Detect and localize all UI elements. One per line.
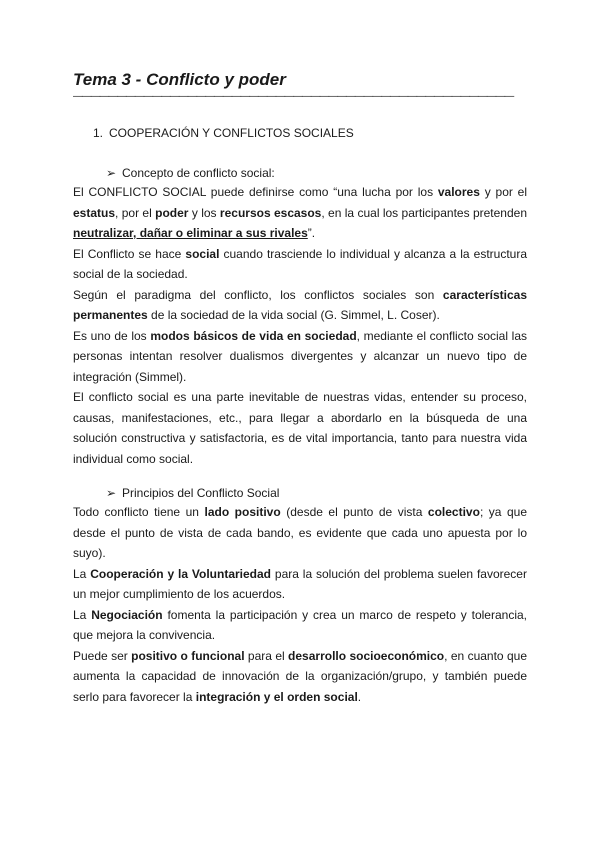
subsection-heading-principios <box>73 484 527 502</box>
bold-term: integración y el orden social <box>195 689 358 704</box>
text-run: , en cuanto que aumenta la capacidad de innovación de la organización/grupo, y también puede serlo para favorecer la <box>73 648 528 704</box>
paragraph <box>73 182 527 244</box>
subsection-title: Concepto de conflicto social: <box>122 166 275 180</box>
text-run: Es uno de los <box>73 328 151 343</box>
bold-term: positivo o funcional <box>131 648 245 663</box>
text-run: Según el paradigma del conflicto, los conflictos sociales son <box>73 287 443 302</box>
text-run: (desde el punto de vista <box>280 505 428 519</box>
text-run: Puede ser <box>73 648 132 663</box>
text-run: La <box>73 566 91 581</box>
text-run: fomenta la participación y crea un marco de respeto y tolerancia, que mejora la convivencia. <box>73 607 527 642</box>
text-run: , por el <box>115 205 156 220</box>
paragraph <box>73 502 527 564</box>
text-run: La <box>73 607 92 622</box>
paragraph <box>73 646 527 708</box>
subsection-heading-concepto <box>73 164 527 182</box>
text-run: y por el <box>479 185 528 199</box>
text-run: para la solución del problema suelen favorecer un mejor cumplimiento de los acuerdos. <box>73 566 527 601</box>
text-run: ; ya que desde el punto de vista de cada bando, es evidente que cada uno apuesta por lo suyo). <box>73 505 528 560</box>
subsection-title: Principios del Conflicto Social <box>122 486 280 500</box>
bold-term: lado positivo <box>204 505 281 519</box>
paragraph <box>73 605 527 646</box>
title-underline: —————————————————————————————————————————————————— <box>73 92 514 102</box>
bold-term: poder <box>155 205 189 220</box>
paragraph <box>73 244 527 285</box>
bold-term: social <box>185 246 220 261</box>
bold-term: estatus <box>73 205 116 220</box>
bold-term: colectivo <box>427 505 480 519</box>
text-run: para el <box>244 648 289 663</box>
text-run: , mediante el conflicto social las personas intentan resolver dualismos divergentes y alcanzar un nuevo tipo de integración (Simmel). <box>73 328 527 384</box>
paragraph <box>73 285 527 326</box>
paragraph <box>73 326 527 388</box>
bold-term: recursos escasos <box>219 205 322 220</box>
text-run: de la sociedad de la vida social (G. Simmel, L. Coser). <box>147 308 440 322</box>
paragraph <box>73 564 527 605</box>
document-title: Tema 3 - Conflicto y poder <box>73 70 286 89</box>
paragraph <box>73 387 527 469</box>
bold-term: Cooperación y la Voluntariedad <box>90 566 272 581</box>
text-run: El CONFLICTO SOCIAL puede definirse como “una lucha por los <box>73 185 438 199</box>
text-run: ”. <box>307 226 316 240</box>
section-title: COOPERACIÓN Y CONFLICTOS SOCIALES <box>109 126 354 140</box>
bold-term: modos básicos de vida en sociedad <box>150 328 357 343</box>
bold-term: desarrollo socioeconómico <box>288 648 445 663</box>
underlined-term: neutralizar, dañar o eliminar a sus rivales <box>73 226 308 240</box>
text-run: El conflicto social es una parte inevitable de nuestras vidas, entender su proceso, causas, manifestaciones, etc., para llegar a abordarlo en la búsqueda de una solución constructiva y satisfactoria, es de vital importancia, tanto para nuestra vida individual como social. <box>73 390 527 466</box>
arrow-bullet-icon: ➢ <box>106 166 117 180</box>
text-run: y los <box>188 205 220 220</box>
section-number: 1. <box>93 126 104 140</box>
text-run: cuando trasciende lo individual y alcanza a la estructura social de la sociedad. <box>73 246 528 281</box>
arrow-bullet-icon: ➢ <box>106 486 117 500</box>
bold-term: Negociación <box>91 607 163 622</box>
text-run: . <box>357 689 362 704</box>
bold-term: características permanentes <box>73 287 527 322</box>
text-run: El Conflicto se hace <box>73 246 186 261</box>
text-run: , en la cual los participantes pretenden <box>321 205 527 220</box>
document-page <box>73 68 527 707</box>
section-heading-1 <box>73 124 527 142</box>
bold-term: valores <box>437 185 480 199</box>
text-run: Todo conflicto tiene un <box>73 505 205 519</box>
